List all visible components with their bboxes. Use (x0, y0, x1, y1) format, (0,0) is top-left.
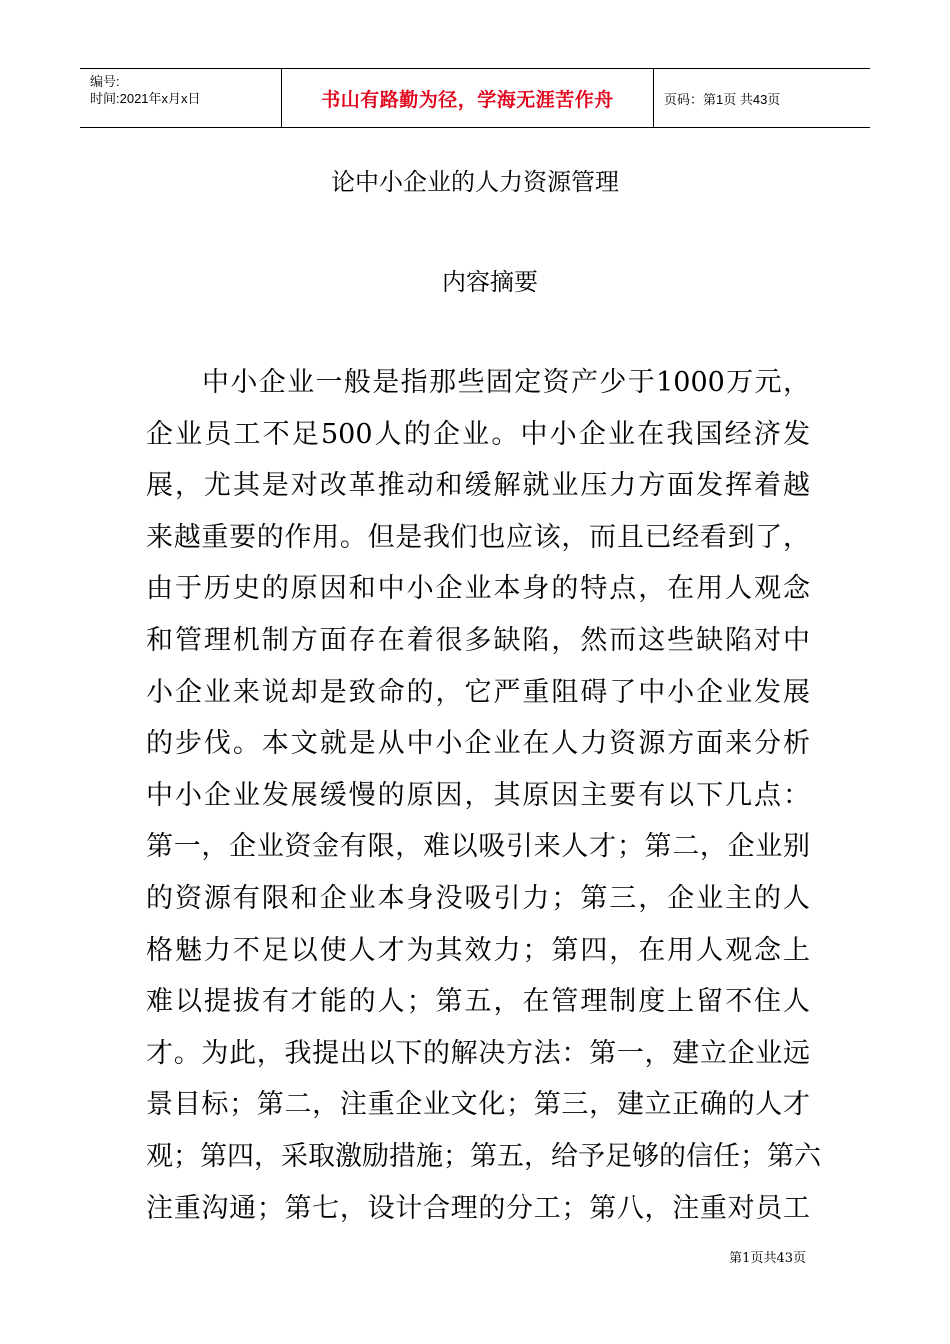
text-line: 来越重要的作用。但是我们也应该，而且已经看到了， (146, 521, 810, 553)
text-line: 和管理机制方面存在着很多缺陷，然而这些缺陷对中 (146, 624, 810, 656)
text-line: 格魅力不足以使人才为其效力；第四，在用人观念上 (146, 934, 810, 966)
text-line: 中小企业发展缓慢的原因，其原因主要有以下几点： (146, 779, 810, 811)
text-line: 的步伐。本文就是从中小企业在人力资源方面来分析 (146, 728, 810, 760)
text-line: 由于历史的原因和中小企业本身的特点，在用人观念 (146, 573, 810, 605)
page-header (80, 68, 870, 128)
header-meta (80, 69, 281, 127)
number-label: 编号: (90, 74, 120, 89)
abstract-body (146, 357, 821, 1234)
text-line: 展，尤其是对改革推动和缓解就业压力方面发挥着越 (146, 470, 810, 502)
page-footer: 第1页共43页 (729, 1251, 806, 1266)
text-line: 小企业来说却是致命的，它严重阻碍了中小企业发展 (146, 676, 810, 708)
header-page-info: 页码：第1页 共43页 (664, 91, 781, 107)
time-label: 时间:2021年x月x日 (90, 91, 201, 106)
text-line: 企业员工不足500人的企业。中小企业在我国经济发 (146, 418, 810, 450)
text-line: 观；第四，采取激励措施；第五，给予足够的信任；第六 (146, 1140, 821, 1172)
text-line: 第一，企业资金有限，难以吸引来人才；第二，企业别 (146, 831, 810, 863)
text-line: 才。为此，我提出以下的解决方法：第一，建立企业远 (146, 1037, 810, 1069)
text-line: 注重沟通；第七，设计合理的分工；第八，注重对员工 (146, 1192, 810, 1224)
section-heading: 内容摘要 (442, 268, 538, 296)
text-line: 难以提拔有才能的人；第五，在管理制度上留不住人 (146, 986, 810, 1018)
text-line: 的资源有限和企业本身没吸引力；第三，企业主的人 (146, 882, 810, 914)
text-line: 中小企业一般是指那些固定资产少于1000万元， (202, 367, 810, 398)
document-title: 论中小企业的人力资源管理 (331, 168, 619, 196)
header-motto: 书山有路勤为径，学海无涯苦作舟 (281, 69, 654, 127)
text-line: 景目标；第二，注重企业文化；第三，建立正确的人才 (146, 1089, 810, 1121)
